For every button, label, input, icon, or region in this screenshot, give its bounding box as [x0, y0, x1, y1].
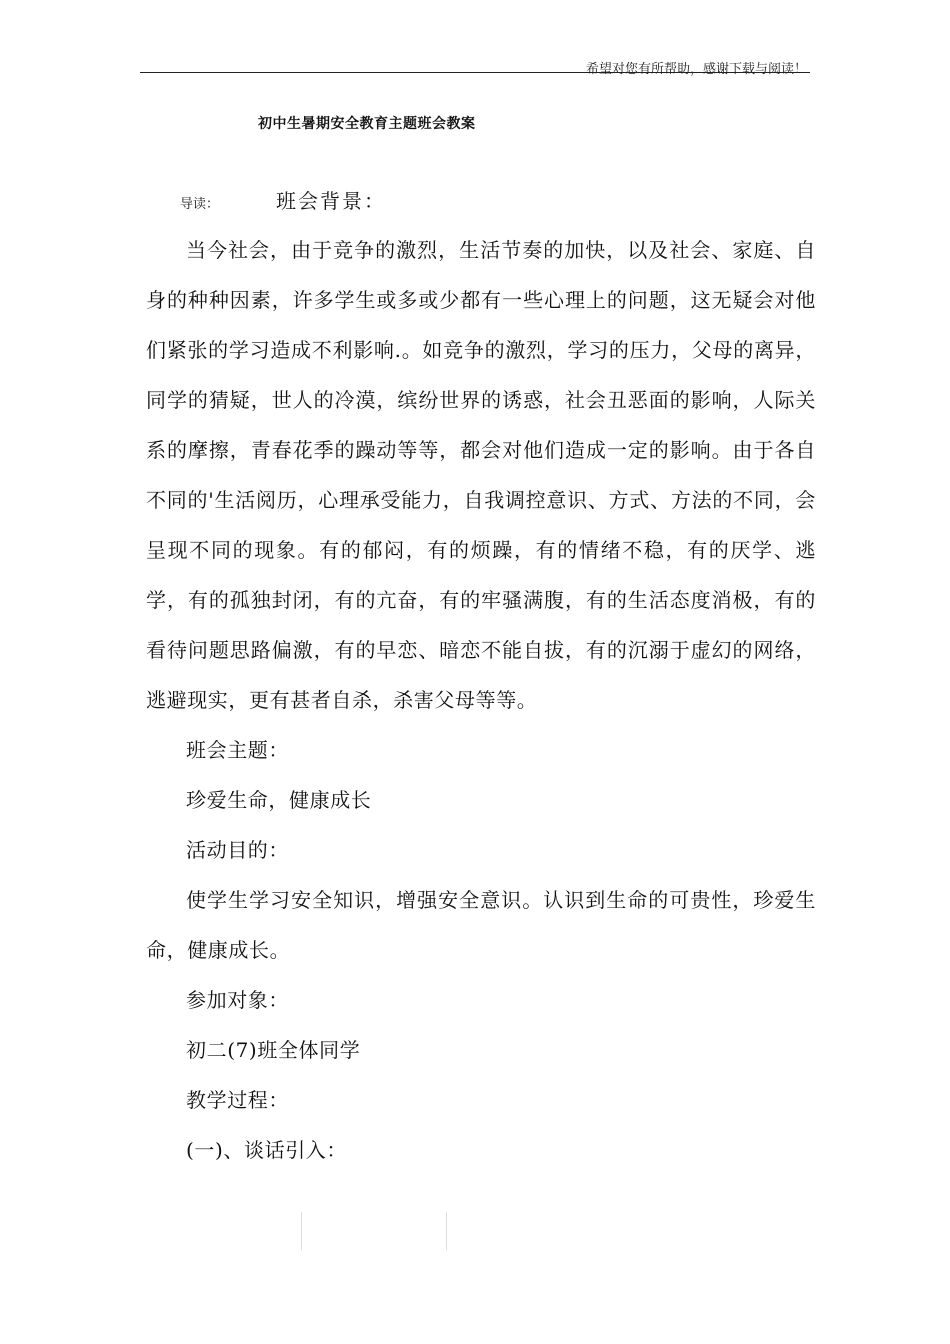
document-title: 初中生暑期安全教育主题班会教案: [258, 116, 476, 132]
paragraph-theme: 珍爱生命，健康成长: [186, 788, 372, 812]
heading-purpose: 活动目的：: [186, 838, 289, 862]
heading-process: 教学过程：: [186, 1088, 289, 1112]
document-body: [146, 225, 816, 1175]
heading-theme: 班会主题：: [186, 738, 289, 762]
header-rule: [140, 72, 810, 73]
lead-label: 导读：: [180, 197, 220, 212]
table-edge-right: [446, 1212, 447, 1250]
heading-intro: (一)、谈话引入：: [186, 1138, 348, 1162]
table-edge-left: [301, 1212, 302, 1250]
paragraph-background: 当今社会，由于竞争的激烈，生活节奏的加快，以及社会、家庭、自身的种种因素，许多学生或多或少都有一些心理上的问题，这无疑会对他们紧张的学习造成不利影响.。如竞争的激烈，学习的压力，父母的离异，同学的猜疑，世人的冷漠，缤纷世界的诱惑，社会丑恶面的影响，人际关系的摩擦，青春花季的躁动等等，都会对他们造成一定的影响。由于各自不同的'生活阅历，心理承受能力，自我调控意识、方式、方法的不同，会呈现不同的现象。有的郁闷，有的烦躁，有的情绪不稳，有的厌学、逃学，有的孤独封闭，有的亢奋，有的牢骚满腹，有的生活态度消极，有的看待问题思路偏激，有的早恋、暗恋不能自拔，有的沉溺于虚幻的网络，逃避现实，更有甚者自杀，杀害父母等等。: [146, 238, 816, 712]
paragraph-participants: 初二(7)班全体同学: [186, 1038, 361, 1062]
page-header-note: 希望对您有所帮助，感谢下载与阅读！: [585, 62, 807, 77]
paragraph-purpose: 使学生学习安全知识，增强安全意识。认识到生命的可贵性，珍爱生命，健康成长。: [146, 888, 816, 962]
heading-participants: 参加对象：: [186, 988, 289, 1012]
lead-heading: 班会背景：: [276, 189, 386, 213]
